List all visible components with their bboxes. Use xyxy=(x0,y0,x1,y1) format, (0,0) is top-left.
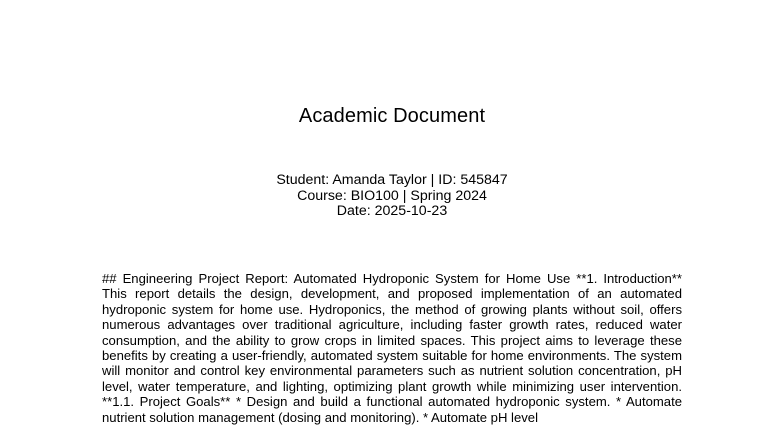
document-date: Date: 2025-10-23 xyxy=(336,203,448,219)
document-body: ## Engineering Project Report: Automated Hydroponic System for Home Use **1. Introduction** This report details the design, development, and proposed implementation of an automated hydroponic system for home use. Hydroponics, the method of growing plants without soil, offers numerous advantages over traditional agriculture, including faster growth rates, reduced water consumption, and the ability to grow crops in limited spaces. This project aims to leverage these benefits by creating a user-friendly, automated system suitable for home environments. The system will monitor and control key environmental parameters such as nutrient solution concentration, pH level, water temperature, and lighting, optimizing plant growth while minimizing user intervention. **1.1. Project Goals** * Design and build a functional automated hydroponic system. * Automate nutrient solution management (dosing and monitoring). * Automate pH level xyxy=(102,271,682,425)
document-metadata xyxy=(0,173,784,220)
student-info: Student: Amanda Taylor | ID: 545847 xyxy=(276,172,508,188)
course-info: Course: BIO100 | Spring 2024 xyxy=(297,187,487,204)
document-title: Academic Document xyxy=(298,105,486,127)
